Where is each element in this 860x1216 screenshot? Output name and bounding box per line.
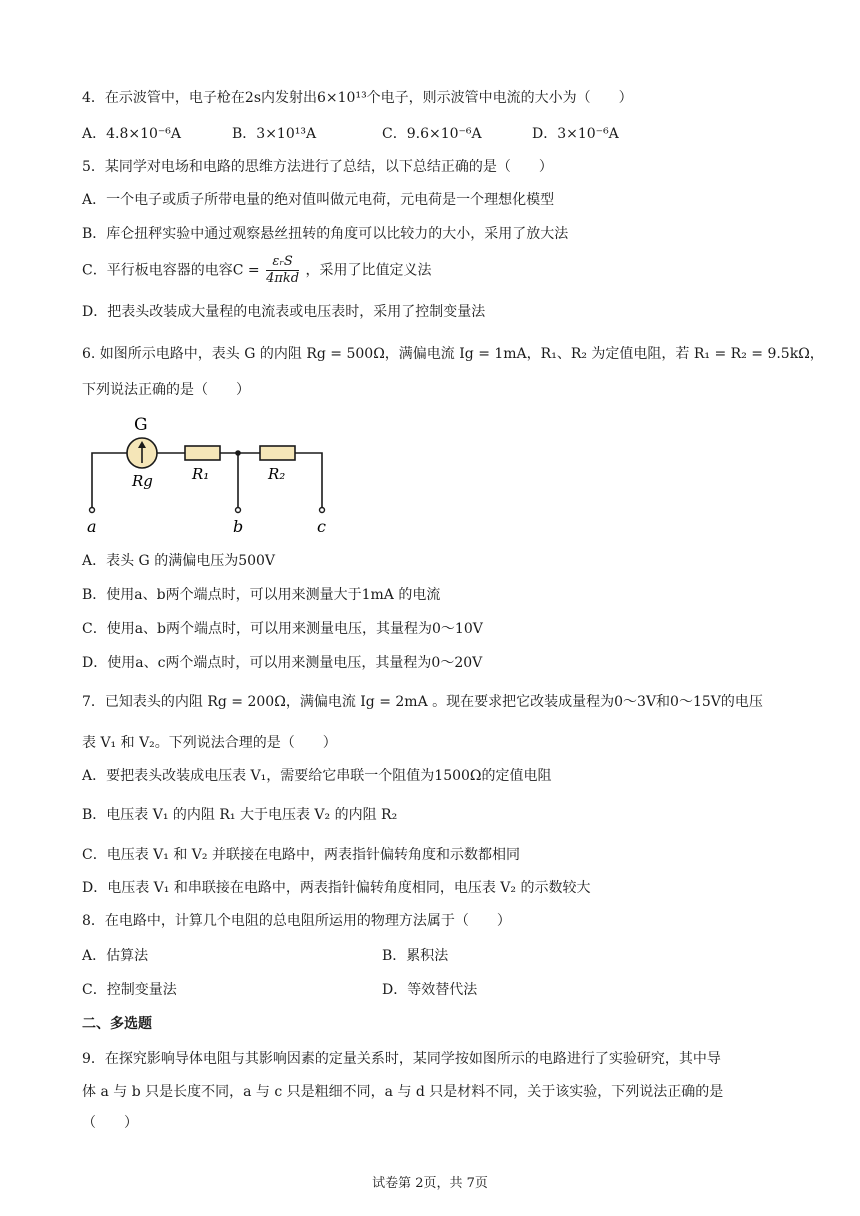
resistor-r2: [260, 446, 295, 460]
terminal-c: [320, 508, 325, 513]
q5-option-d: D．把表头改装成大量程的电流表或电压表时，采用了控制变量法: [82, 304, 486, 320]
label-g: G: [134, 415, 148, 435]
q9-stem-line3: （ ）: [82, 1115, 138, 1131]
q5-stem: 5．某同学对电场和电路的思维方法进行了总结，以下总结正确的是（ ）: [82, 159, 553, 175]
q5-option-c: C．平行板电容器的电容C = $\frac{\text{εᵣS}}{\text{4πkd}}$ ，采用了比值定义法: [82, 254, 432, 286]
wire-a: [92, 453, 127, 508]
section-heading-multiple-choice: 二、多选题: [82, 1016, 152, 1032]
junction-dot: [235, 450, 241, 456]
q4-option-b: B．3×10¹³A: [232, 126, 317, 142]
resistor-r1: [185, 446, 220, 460]
q6-option-c: C．使用a、b两个端点时，可以用来测量电压，其量程为0～10V: [82, 621, 483, 637]
wire-c: [295, 453, 322, 508]
q7-stem-line2: 表 V₁ 和 V₂。下列说法合理的是（ ）: [82, 735, 337, 751]
q8-option-c: C．控制变量法: [82, 982, 177, 998]
q8-option-d: D．等效替代法: [382, 982, 478, 998]
q6-option-b: B．使用a、b两个端点时，可以用来测量大于1mA 的电流: [82, 587, 441, 603]
label-rg: Rg: [132, 472, 153, 490]
terminal-a: [90, 508, 95, 513]
q9-stem-line2: 体 a 与 b 只是长度不同，a 与 c 只是粗细不同，a 与 d 只是材料不同，关于该实验，下列说法正确的是: [82, 1084, 724, 1100]
q7-stem-line1: 7．已知表头的内阻 Rg = 200Ω，满偏电流 Ig = 2mA 。现在要求把它改装成量程为0～3V和0～15V的电压: [82, 694, 763, 710]
q7-option-d: D．电压表 V₁ 和串联接在电路中，两表指针偏转角度相同，电压表 V₂ 的示数较大: [82, 880, 591, 896]
q8-option-b: B．累积法: [382, 948, 449, 964]
q7-option-c: C．电压表 V₁ 和 V₂ 并联接在电路中，两表指针偏转角度和示数都相同: [82, 847, 520, 863]
q6-stem-line2: 下列说法正确的是（ ）: [82, 382, 250, 398]
page-footer: 试卷第 2页，共 7页: [372, 1176, 488, 1191]
q4-option-d: D．3×10⁻⁶A: [532, 126, 619, 142]
capacitance-fraction: $\frac{\text{εᵣS}}{\text{4πkd}}$: [266, 254, 300, 286]
label-a: a: [87, 517, 97, 536]
q6-circuit-diagram: [82, 408, 342, 540]
terminal-b: [236, 508, 241, 513]
label-r1: R₁: [192, 465, 210, 483]
q8-option-a: A．估算法: [82, 948, 149, 964]
q6-stem-line1: 6. 如图所示电路中，表头 G 的内阻 Rg = 500Ω，满偏电流 Ig = 1mA，R₁、R₂ 为定值电阻，若 R₁ = R₂ = 9.5kΩ，: [82, 346, 824, 362]
q4-stem: 4．在示波管中，电子枪在2s内发射出6×10¹³个电子，则示波管中电流的大小为（ ）: [82, 90, 633, 106]
q4-option-c: C．9.6×10⁻⁶A: [382, 126, 482, 142]
q8-stem: 8．在电路中，计算几个电阻的总电阻所运用的物理方法属于（ ）: [82, 913, 511, 929]
q4-option-a: A．4.8×10⁻⁶A: [82, 126, 182, 142]
label-c: c: [317, 517, 326, 536]
q6-option-a: A．表头 G 的满偏电压为500V: [82, 553, 276, 569]
label-b: b: [233, 517, 244, 536]
q5-option-b: B．库仑扭秤实验中通过观察悬丝扭转的角度可以比较力的大小，采用了放大法: [82, 226, 569, 242]
q7-option-b: B．电压表 V₁ 的内阻 R₁ 大于电压表 V₂ 的内阻 R₂: [82, 807, 398, 823]
label-r2: R₂: [268, 465, 286, 483]
q6-option-d: D．使用a、c两个端点时，可以用来测量电压，其量程为0～20V: [82, 655, 483, 671]
q9-stem-line1: 9．在探究影响导体电阻与其影响因素的定量关系时，某同学按如图所示的电路进行了实验研究，其中导: [82, 1051, 721, 1067]
q7-option-a: A．要把表头改装成电压表 V₁，需要给它串联一个阻值为1500Ω的定值电阻: [82, 768, 552, 784]
q5-option-a: A．一个电子或质子所带电量的绝对值叫做元电荷，元电荷是一个理想化模型: [82, 192, 555, 208]
